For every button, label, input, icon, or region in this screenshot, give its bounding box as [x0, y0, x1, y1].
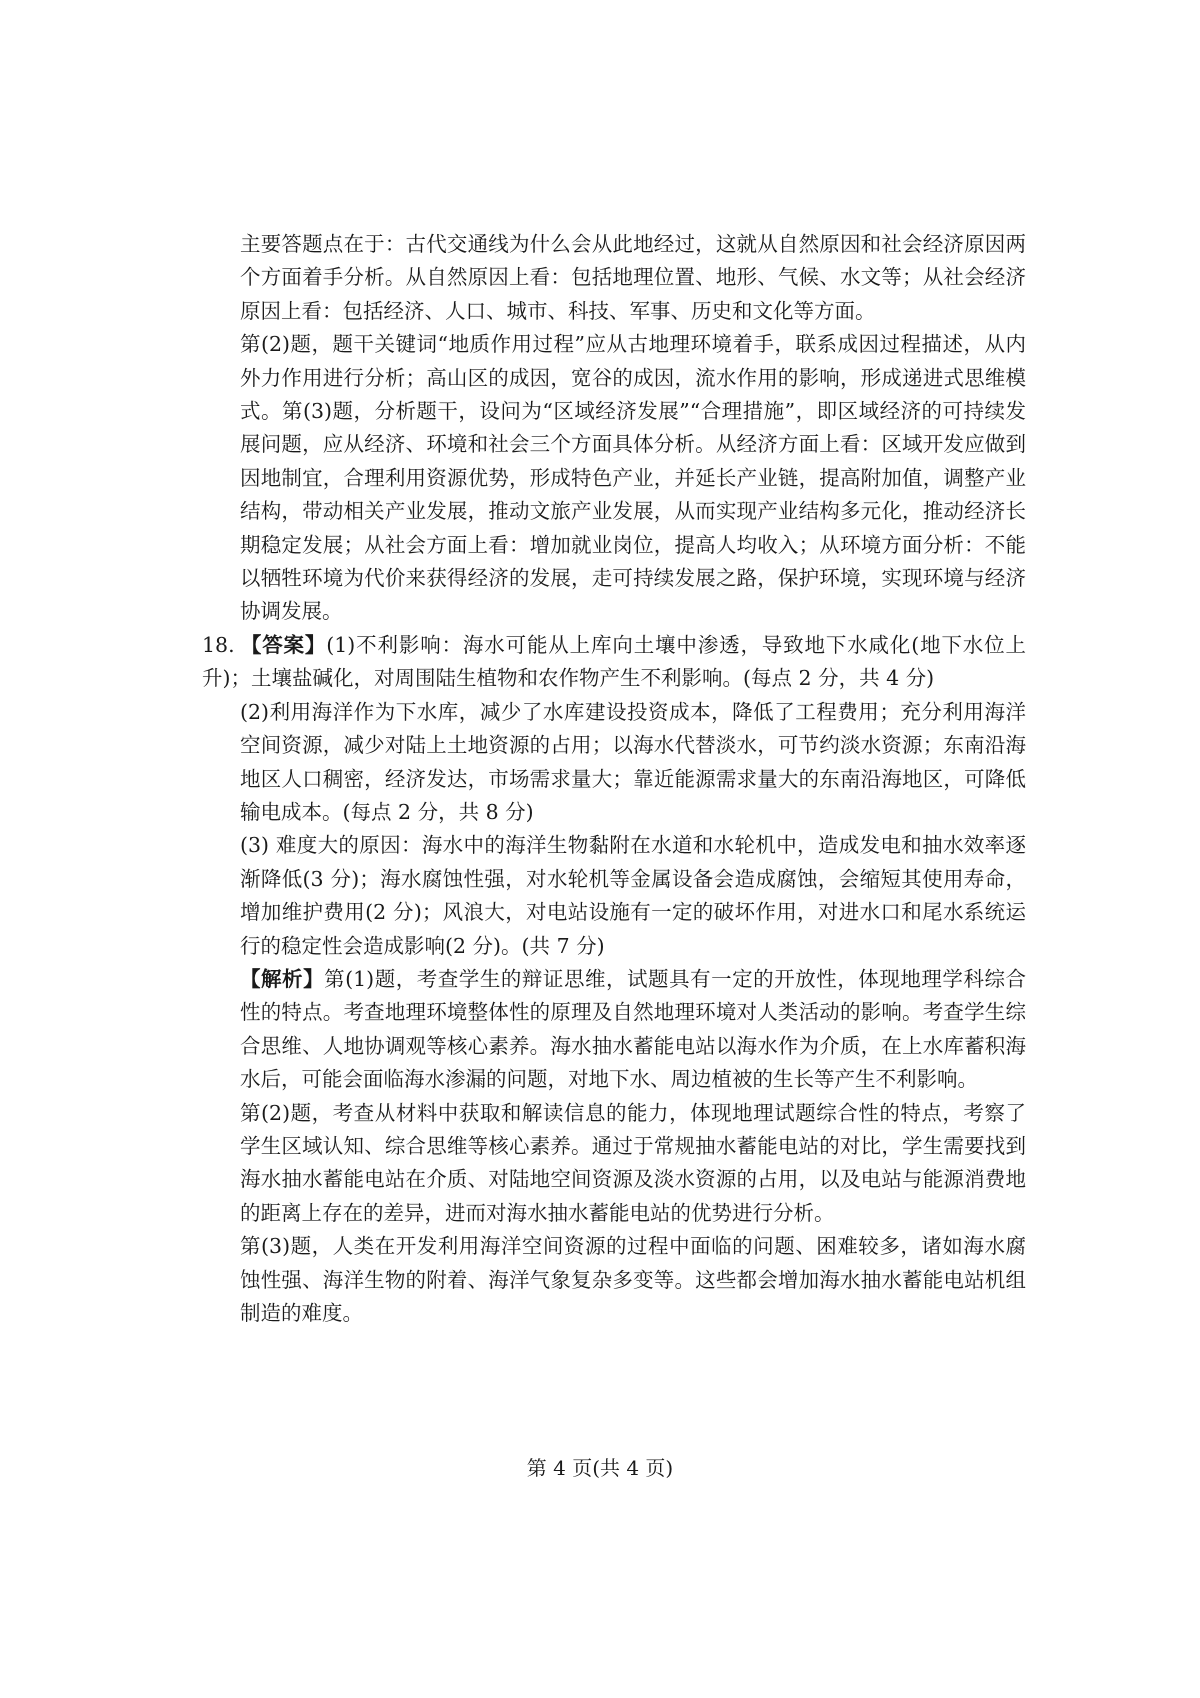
- paragraph-text: 主要答题点在于：古代交通线为什么会从此地经过，这就从自然原因和社会经济原因两个方面着手分析。从自然原因上看：包括地理位置、地形、气候、水文等；从社会经济原因上看：包括经济、人口、城市、科技、军事、历史和文化等方面。: [240, 232, 1026, 323]
- answer-tag: 【答案】: [240, 632, 327, 657]
- question-number: 18.: [202, 632, 235, 657]
- question-18-answer-part1: [202, 629, 1026, 696]
- question-18-answer-part3: [240, 829, 1026, 963]
- question-18-analysis-part2: [240, 1097, 1026, 1231]
- question-18-analysis-part3: [240, 1230, 1026, 1330]
- paragraph-text: (2)利用海洋作为下水库，减少了水库建设投资成本，降低了工程费用；充分利用海洋空间资源，减少对陆上土地资源的占用；以海水代替淡水，可节约淡水资源；东南沿海地区人口稠密，经济发达，市场需求量大；靠近能源需求量大的东南沿海地区，可降低输电成本。(每点 2 分，共 8 分): [240, 699, 1026, 824]
- page-number-footer: 第 4 页(共 4 页): [526, 1456, 674, 1480]
- paragraph-text: 第(2)题，考查从材料中获取和解读信息的能力，体现地理试题综合性的特点，考察了学生区域认知、综合思维等核心素养。通过于常规抽水蓄能电站的对比，学生需要找到海水抽水蓄能电站在介质、对陆地空间资源及淡水资源的占用，以及电站与能源消费地的距离上存在的差异，进而对海水抽水蓄能电站的优势进行分析。: [240, 1100, 1026, 1225]
- answer-content: [202, 228, 1027, 1330]
- paragraph-text: (1)不利影响：海水可能从上库向土壤中渗透，导致地下水咸化(地下水位上升)；土壤盐碱化，对周围陆生植物和农作物产生不利影响。(每点 2 分，共 4 分): [202, 632, 1027, 691]
- paragraph-text: 第(2)题，题干关键词“地质作用过程”应从古地理环境着手，联系成因过程描述，从内外力作用进行分析；高山区的成因，宽谷的成因，流水作用的影响，形成递进式思维模式。第(3)题，分析题干，设问为“区域经济发展”“合理措施”，即区域经济的可持续发展问题，应从经济、环境和社会三个方面具体分析。从经济方面上看：区域开发应做到因地制宜，合理利用资源优势，形成特色产业，并延长产业链，提高附加值，调整产业结构，带动相关产业发展，推动文旅产业发展，从而实现产业结构多元化，推动经济长期稳定发展；从社会方面上看：增加就业岗位，提高人均收入；从环境方面分析：不能以牺牲环境为代价来获得经济的发展，走可持续发展之路，保护环境，实现环境与经济协调发展。: [240, 332, 1026, 624]
- question-18-answer-part2: [240, 696, 1026, 830]
- paragraph-analysis-q1-end: [240, 228, 1026, 328]
- paragraph-text: (3) 难度大的原因：海水中的海洋生物黏附在水道和水轮机中，造成发电和抽水效率逐渐降低(3 分)；海水腐蚀性强，对水轮机等金属设备会造成腐蚀，会缩短其使用寿命，增加维护费用(2 分)；风浪大，对电站设施有一定的破坏作用，对进水口和尾水系统运行的稳定性会造成影响(2 分)。(共 7 分): [240, 833, 1026, 958]
- paragraph-text: 第(1)题，考查学生的辩证思维，试题具有一定的开放性，体现地理学科综合性的特点。考查地理环境整体性的原理及自然地理环境对人类活动的影响。考查学生综合思维、人地协调观等核心素养。海水抽水蓄能电站以海水作为介质，在上水库蓄积海水后，可能会面临海水渗漏的问题，对地下水、周边植被的生长等产生不利影响。: [240, 966, 1026, 1092]
- question-18-analysis-part1: [240, 963, 1026, 1097]
- analysis-tag: 【解析】: [240, 966, 325, 991]
- paragraph-analysis-q2-q3: [240, 328, 1026, 629]
- paragraph-text: 第(3)题，人类在开发利用海洋空间资源的过程中面临的问题、困难较多，诸如海水腐蚀性强、海洋生物的附着、海洋气象复杂多变等。这些都会增加海水抽水蓄能电站机组制造的难度。: [240, 1234, 1026, 1325]
